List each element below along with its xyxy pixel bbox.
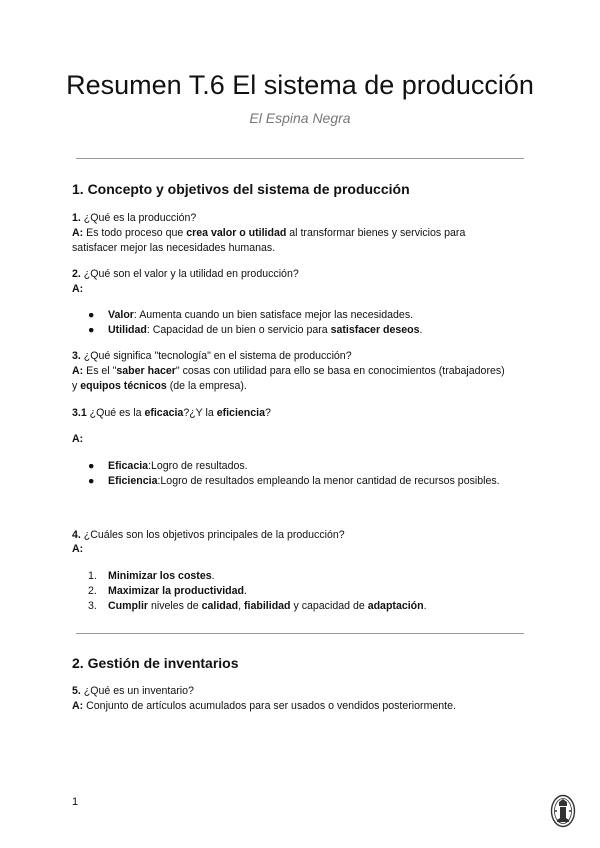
divider [76, 633, 524, 634]
divider [76, 158, 524, 159]
answer-3: A: Es el "saber hacer" cosas con utilidad para ello se basa en conocimientos (trabajadores) y equipos técnicos (de la empresa). [72, 365, 505, 392]
answer-4-label: A: [72, 543, 84, 555]
section-heading-1: 1. Concepto y objetivos del sistema de producción [72, 181, 410, 197]
university-seal-icon [550, 794, 576, 828]
question-3: 3. ¿Qué significa "tecnología" en el sistema de producción? [72, 350, 352, 362]
page-number: 1 [72, 796, 79, 808]
question-2: 2. ¿Qué son el valor y la utilidad en producción? [72, 268, 299, 280]
question-5: 5. ¿Qué es un inventario? [72, 685, 194, 697]
question-4: 4. ¿Cuáles son los objetivos principales de la producción? [72, 529, 345, 541]
answer-1: A: Es todo proceso que crea valor o utilidad al transformar bienes y servicios para satisfacer mejor las necesidades humanas. [72, 227, 466, 254]
question-3-1: 3.1 ¿Qué es la eficacia?¿Y la eficiencia? [72, 407, 271, 419]
answer-3-1-label: A: [72, 433, 84, 445]
document-title: Resumen T.6 El sistema de producción [66, 70, 534, 100]
question-1: 1. ¿Qué es la producción? [72, 212, 197, 224]
section-heading-2: 2. Gestión de inventarios [72, 655, 239, 671]
document-subtitle: El Espina Negra [249, 110, 351, 126]
answer-2-label: A: [72, 283, 84, 295]
answer-5: A: Conjunto de artículos acumulados para ser usados o vendidos posteriormente. [72, 700, 456, 712]
